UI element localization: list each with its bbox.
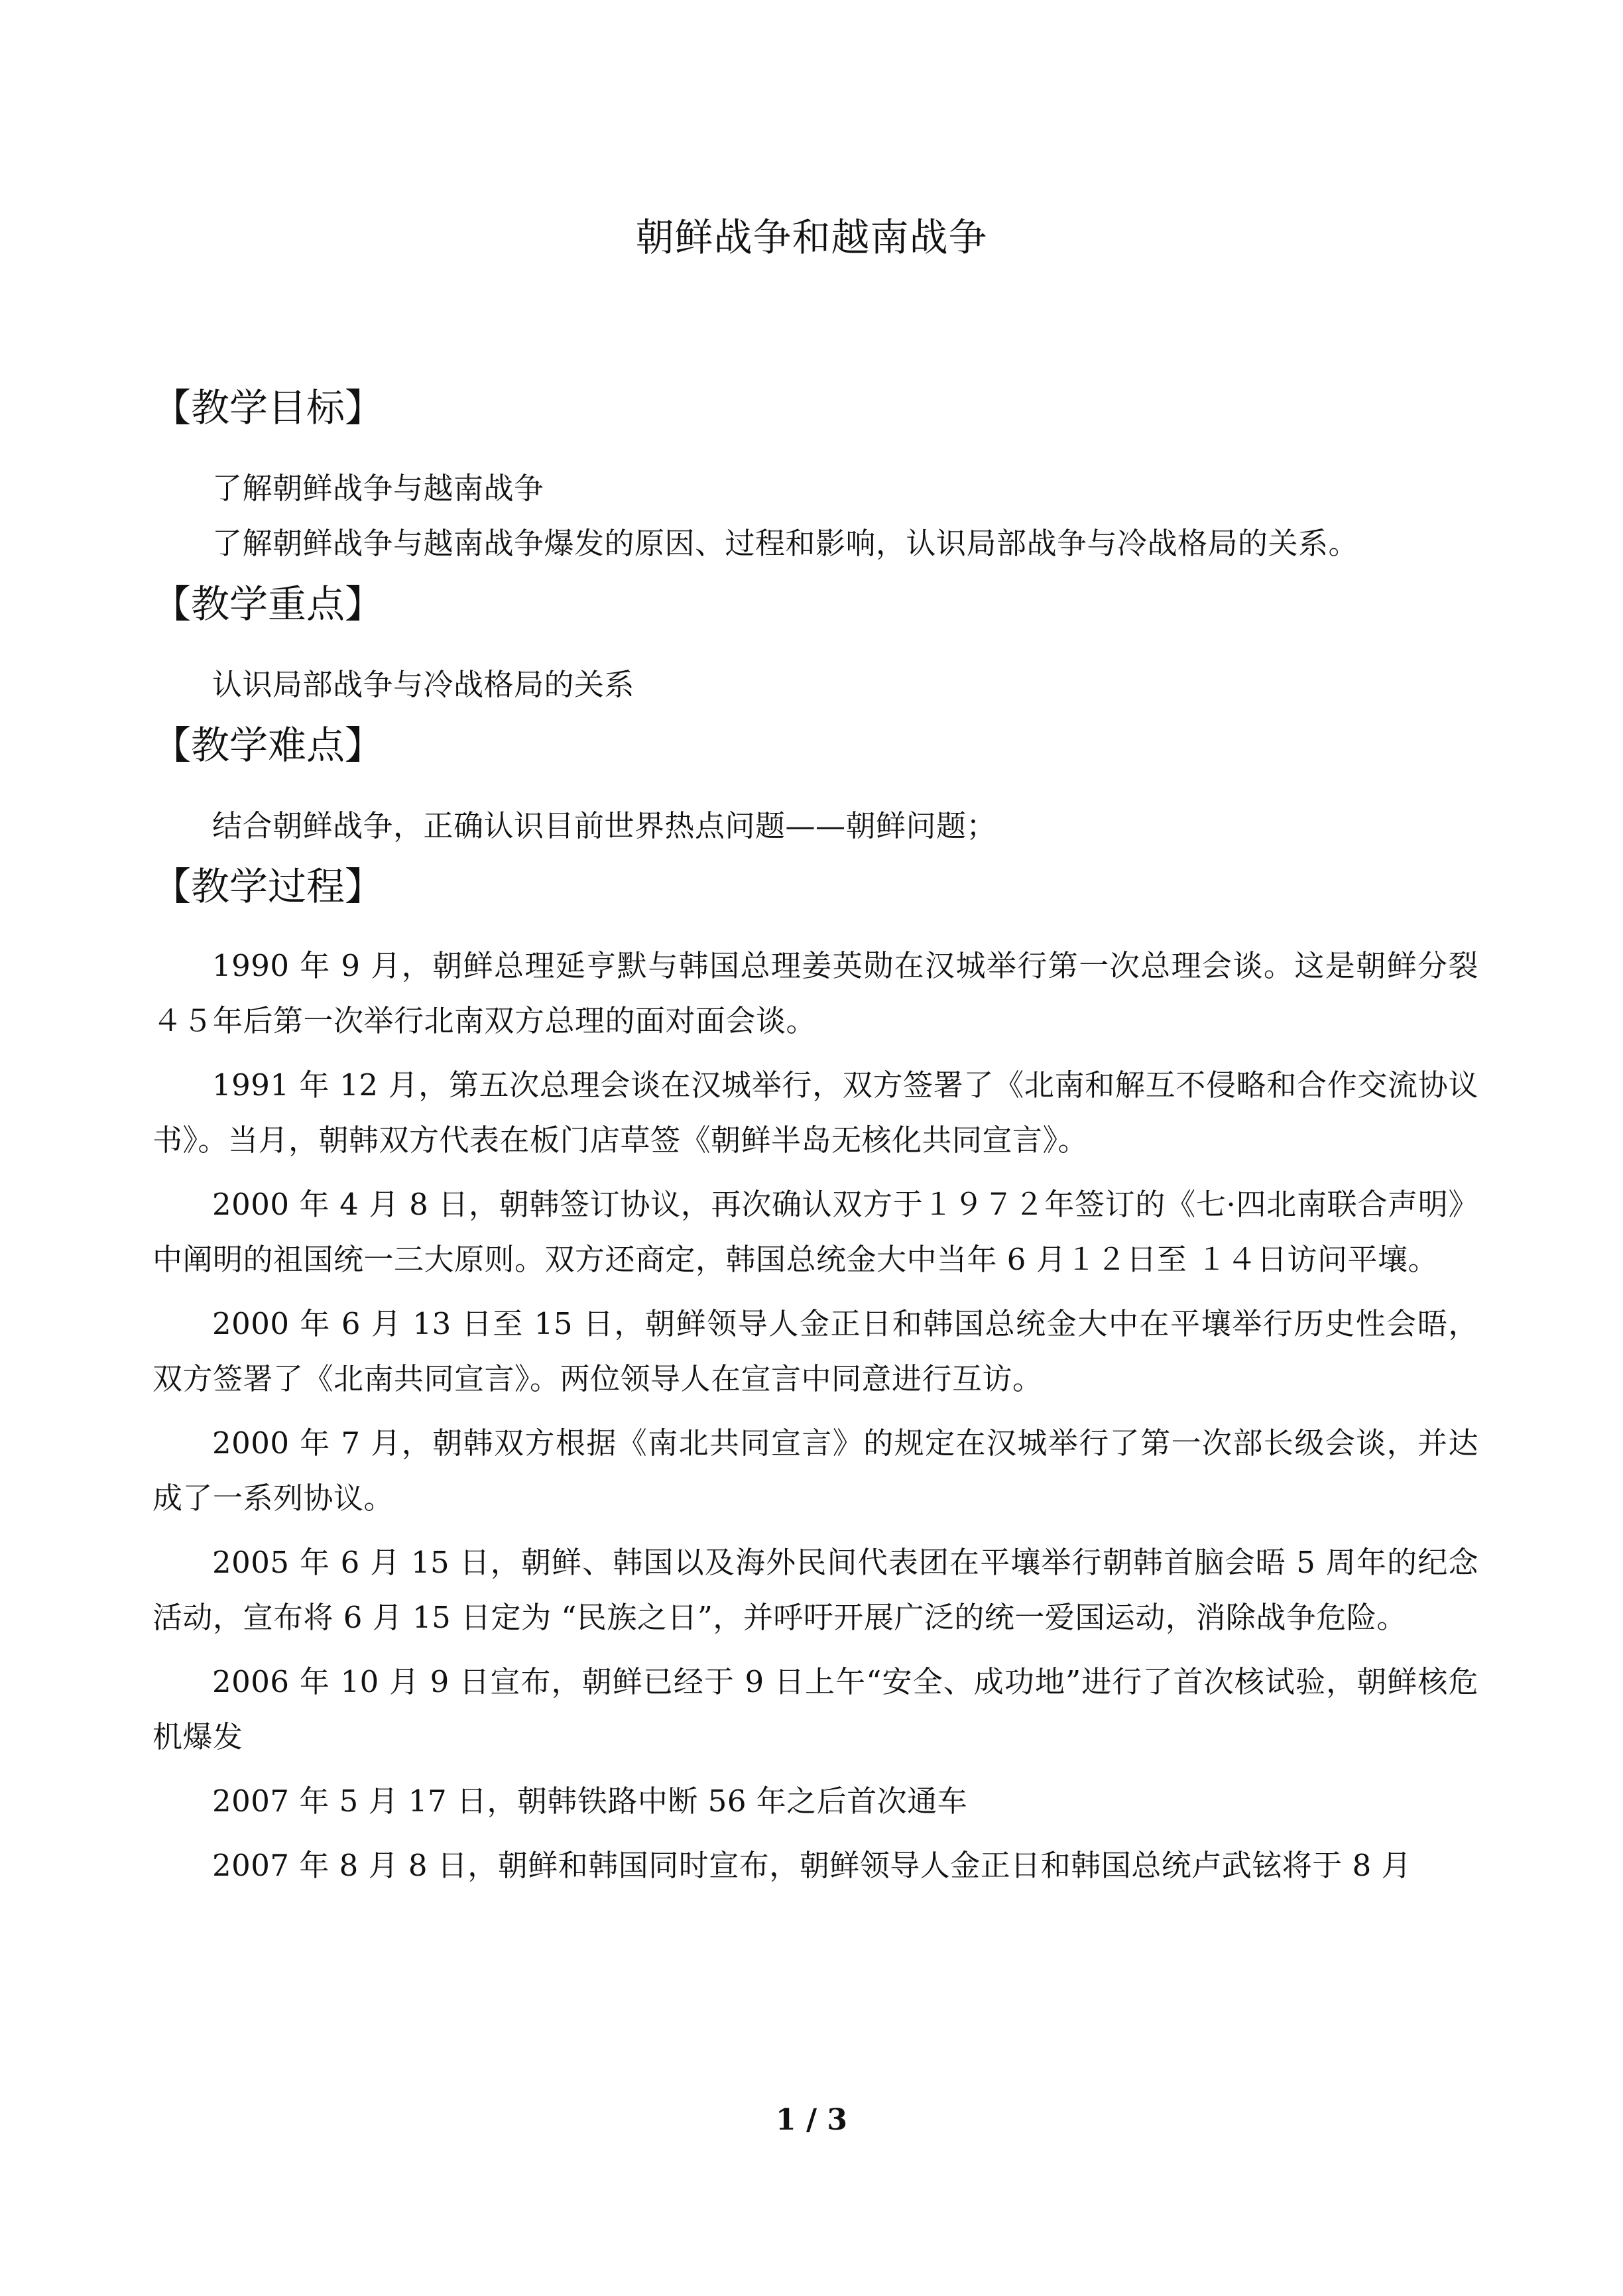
document-title: 朝鲜战争和越南战争 xyxy=(635,215,988,260)
section-process xyxy=(152,860,1478,1893)
section-body xyxy=(152,657,1478,712)
section-heading: 【教学目标】 xyxy=(152,385,384,430)
section-body xyxy=(152,798,1478,853)
page-number: 1 / 3 xyxy=(776,2103,847,2137)
paragraph: 了解朝鲜战争与越南战争 xyxy=(212,471,544,506)
paragraph: 2005 年 6 月 15 日，朝鲜、韩国以及海外民间代表团在平壤举行朝韩首脑会晤 5 周年的纪念活动，宣布将 6 月 15 日定为 “民族之日”，并呼吁开展广泛的统一爱国运动，消除战争危险。 xyxy=(152,1545,1478,1635)
document-content xyxy=(152,381,1478,1902)
paragraph: 1991 年 12 月，第五次总理会谈在汉城举行，双方签署了《北南和解互不侵略和合作交流协议书》。当月，朝韩双方代表在板门店草签《朝鲜半岛无核化共同宣言》。 xyxy=(152,1067,1478,1158)
section-difficulty xyxy=(152,719,1478,853)
paragraph: 2007 年 5 月 17 日，朝韩铁路中断 56 年之后首次通车 xyxy=(212,1783,968,1819)
section-heading: 【教学重点】 xyxy=(152,581,384,627)
section-key-points xyxy=(152,577,1478,712)
paragraph: 结合朝鲜战争，正确认识目前世界热点问题——朝鲜问题； xyxy=(212,808,997,843)
paragraph: 2006 年 10 月 9 日宣布，朝鲜已经于 9 日上午“安全、成功地”进行了首次核试验，朝鲜核危机爆发 xyxy=(152,1664,1478,1754)
paragraph: 2000 年 4 月 8 日，朝韩签订协议，再次确认双方于１９７２年签订的《七·四北南联合声明》中阐明的祖国统一三大原则。双方还商定，韩国总统金大中当年 6 月１２日至 １４日访问平壤。 xyxy=(152,1187,1478,1277)
section-heading: 【教学过程】 xyxy=(152,864,384,909)
paragraph: 2000 年 6 月 13 日至 15 日，朝鲜领导人金正日和韩国总统金大中在平壤举行历史性会晤，双方签署了《北南共同宣言》。两位领导人在宣言中同意进行互访。 xyxy=(152,1306,1478,1396)
paragraph: 2000 年 7 月，朝韩双方根据《南北共同宣言》的规定在汉城举行了第一次部长级会谈，并达成了一系列协议。 xyxy=(152,1425,1478,1516)
paragraph: 了解朝鲜战争与越南战争爆发的原因、过程和影响，认识局部战争与冷战格局的关系。 xyxy=(212,526,1359,561)
section-objectives xyxy=(152,381,1478,571)
section-body xyxy=(152,938,1478,1893)
section-heading: 【教学难点】 xyxy=(152,723,384,768)
paragraph: 1990 年 9 月，朝鲜总理延亨默与韩国总理姜英勋在汉城举行第一次总理会谈。这是朝鲜分裂４５年后第一次举行北南双方总理的面对面会谈。 xyxy=(152,948,1478,1038)
paragraph: 认识局部战争与冷战格局的关系 xyxy=(212,667,635,702)
section-body xyxy=(152,461,1478,571)
paragraph: 2007 年 8 月 8 日，朝鲜和韩国同时宣布，朝鲜领导人金正日和韩国总统卢武铉将于 8 月 xyxy=(212,1848,1412,1883)
